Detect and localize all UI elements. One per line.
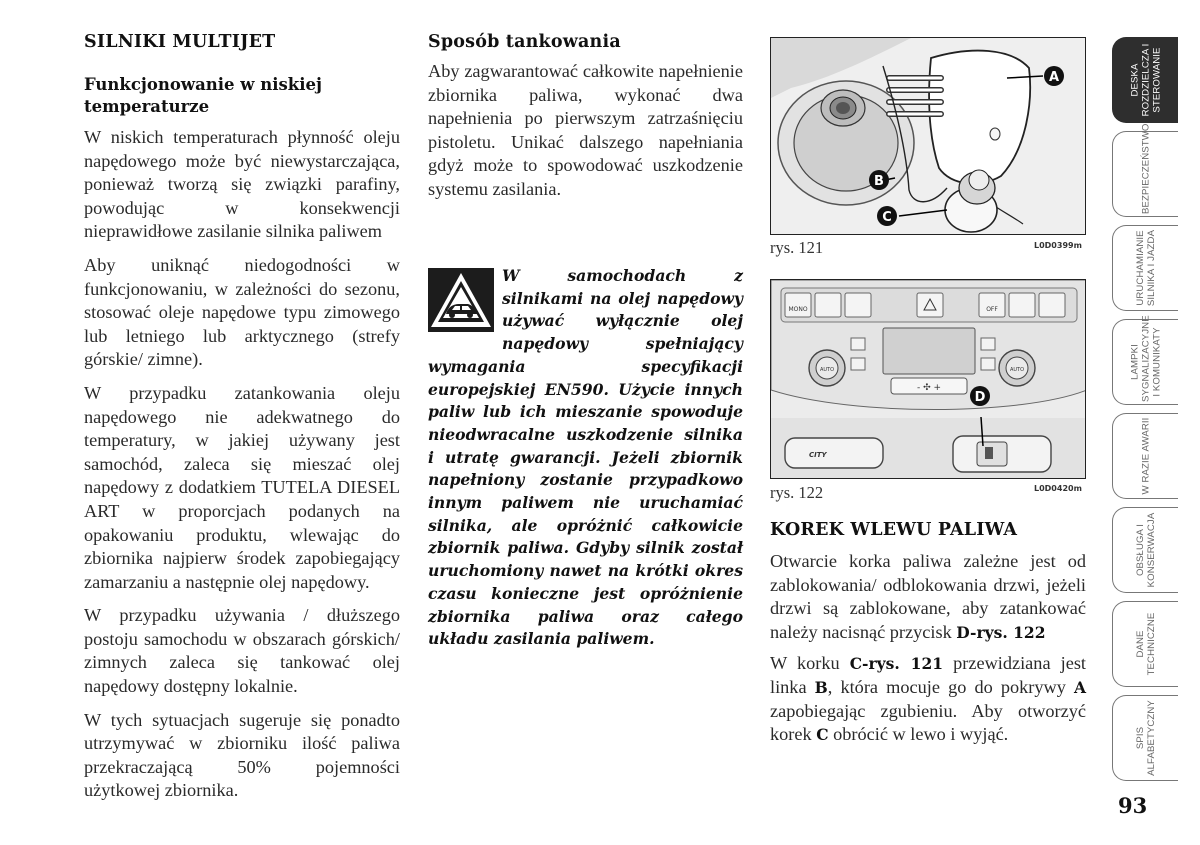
label-c bbox=[877, 206, 897, 226]
label-a bbox=[1044, 66, 1064, 86]
figure-code: L0D0399m bbox=[1034, 241, 1082, 250]
svg-text:C: C bbox=[882, 210, 892, 225]
section-heading: Sposób tankowania bbox=[428, 32, 621, 52]
paragraph: Aby zagwarantować całkowite napełnienie zbiornika paliwa, wykonać dwa napełnienia po pierwszym zatrzaśnięciu pistoletu. Unikać dalszego napełniania gdyż może to spowodować uszkodzenie systemu zasilania. bbox=[428, 61, 743, 199]
label-d bbox=[970, 386, 990, 406]
tab-awarii[interactable]: W RAZIE AWARII bbox=[1112, 413, 1178, 499]
tab-uruchamianie[interactable]: URUCHAMIANIE SILNIKA I JAZDA bbox=[1112, 225, 1178, 311]
label-b bbox=[869, 170, 889, 190]
svg-text:OFF: OFF bbox=[986, 306, 998, 313]
tab-bezpieczenstwo[interactable]: BEZPIECZEŃSTWO bbox=[1112, 131, 1178, 217]
tab-dane-techniczne[interactable]: DANE TECHNICZNE bbox=[1112, 601, 1178, 687]
left-column bbox=[84, 30, 400, 803]
tab-lampki[interactable]: LAMPKI SYGNALIZACYJNE I KOMUNIKATY bbox=[1112, 319, 1178, 405]
paragraph: W tych sytuacjach sugeruje się ponadto utrzymywać w zbiorniku ilość paliwa przekraczającą 50% pojemności użytkowej zbiornika. bbox=[84, 709, 400, 801]
svg-text:CITY: CITY bbox=[809, 451, 827, 459]
section-heading: KOREK WLEWU PALIWA bbox=[770, 520, 1018, 540]
paragraph: Otwarcie korka paliwa zależne jest od zablokowania/ odblokowania drzwi, jeżeli drzwi są zablokowane, aby zatankować należy nacisnąć przycisk D-rys. 122 bbox=[770, 551, 1086, 642]
paragraph: W przypadku używania / dłuższego postoju samochodu w obszarach górskich/ zimnych zaleca się tankować olej napędowy dostępny lokalnie. bbox=[84, 605, 400, 697]
figure-caption: rys. 122 bbox=[770, 483, 824, 502]
figure-dashboard bbox=[770, 279, 1086, 479]
warning-triangle-car-icon bbox=[428, 268, 494, 332]
figure-caption: rys. 121 bbox=[770, 238, 824, 257]
dashboard-illustration bbox=[771, 280, 1086, 479]
paragraph: W korku C-rys. 121 przewidziana jest linka B, która mocuje go do pokrywy A zapobiegając zgubieniu. Aby otworzyć korek C obrócić w lewo i wyjąć. bbox=[770, 653, 1087, 745]
middle-column bbox=[428, 30, 743, 202]
tab-obsluga[interactable]: OBSŁUGA I KONSERWACJA bbox=[1112, 507, 1178, 593]
subheading: Funkcjonowanie w niskiej temperaturze bbox=[84, 75, 322, 116]
warning-text: W samochodach z silnikami na olej napędowy używać wyłącznie olej napędowy spełniający wymagania specyfikacji europejskiej EN590. Użycie innych paliw lub ich mieszanie spowoduje nieodwracalne uszkodzenie silnika i utratę gwarancji. Jeżeli zbiornik napełniony zostanie przypadkowo innym paliwem nie uruchamiać silnika, ale opróżnić całkowicie zbiornik paliwa. Gdyby silnik został uruchomiony nawet na krótki okres czasu konieczne jest opróżnienie zbiornika paliwa oraz całego układu zasilania paliwem. bbox=[428, 266, 743, 649]
svg-text:MONO: MONO bbox=[788, 306, 808, 313]
fuel-cap-illustration bbox=[771, 38, 1086, 235]
section-heading: SILNIKI MULTIJET bbox=[84, 32, 276, 52]
page-number: 93 bbox=[1118, 793, 1148, 818]
svg-text:AUTO: AUTO bbox=[819, 367, 835, 373]
tab-spis-alfabetyczny[interactable]: SPIS ALFABETYCZNY bbox=[1112, 695, 1178, 781]
paragraph: W przypadku zatankowania oleju napędowego nie adekwatnego do temperatury, w jakiej używany jest samochód, zaleca się mieszać olej napędowy z dodatkiem TUTELA DIESEL ART w proporcjach podanych na opakowaniu produktu, wlewając do zbiornika najpierw środek zapobiegający zamarzaniu a następnie olej napędowy. bbox=[84, 382, 400, 592]
tab-deska-rozdzielcza[interactable]: DESKA ROZDZIELCZA I STEROWANIE bbox=[1112, 37, 1178, 123]
svg-text:D: D bbox=[974, 390, 986, 405]
figure-fuel-cap bbox=[770, 37, 1086, 235]
svg-text:B: B bbox=[874, 174, 884, 189]
figure-code: L0D0420m bbox=[1034, 484, 1082, 493]
svg-text:A: A bbox=[1048, 70, 1060, 85]
svg-text:- ✣ +: - ✣ + bbox=[916, 383, 942, 393]
warning-box bbox=[428, 265, 743, 651]
paragraph: Aby uniknąć niedogodności w funkcjonowaniu, w zależności do sezonu, stosować oleje napędowe typu zimowego lub letniego lub arktycznego (strefy górskie/ zimne). bbox=[84, 254, 400, 370]
svg-text:AUTO: AUTO bbox=[1009, 367, 1025, 373]
right-column-text bbox=[770, 520, 1086, 747]
paragraph: W niskich temperaturach płynność oleju napędowego może być niewystarczająca, ponieważ tworzą się związki parafiny, powodując w konsekwencji nieprawidłowe zasilanie silnika paliwem bbox=[84, 127, 400, 242]
